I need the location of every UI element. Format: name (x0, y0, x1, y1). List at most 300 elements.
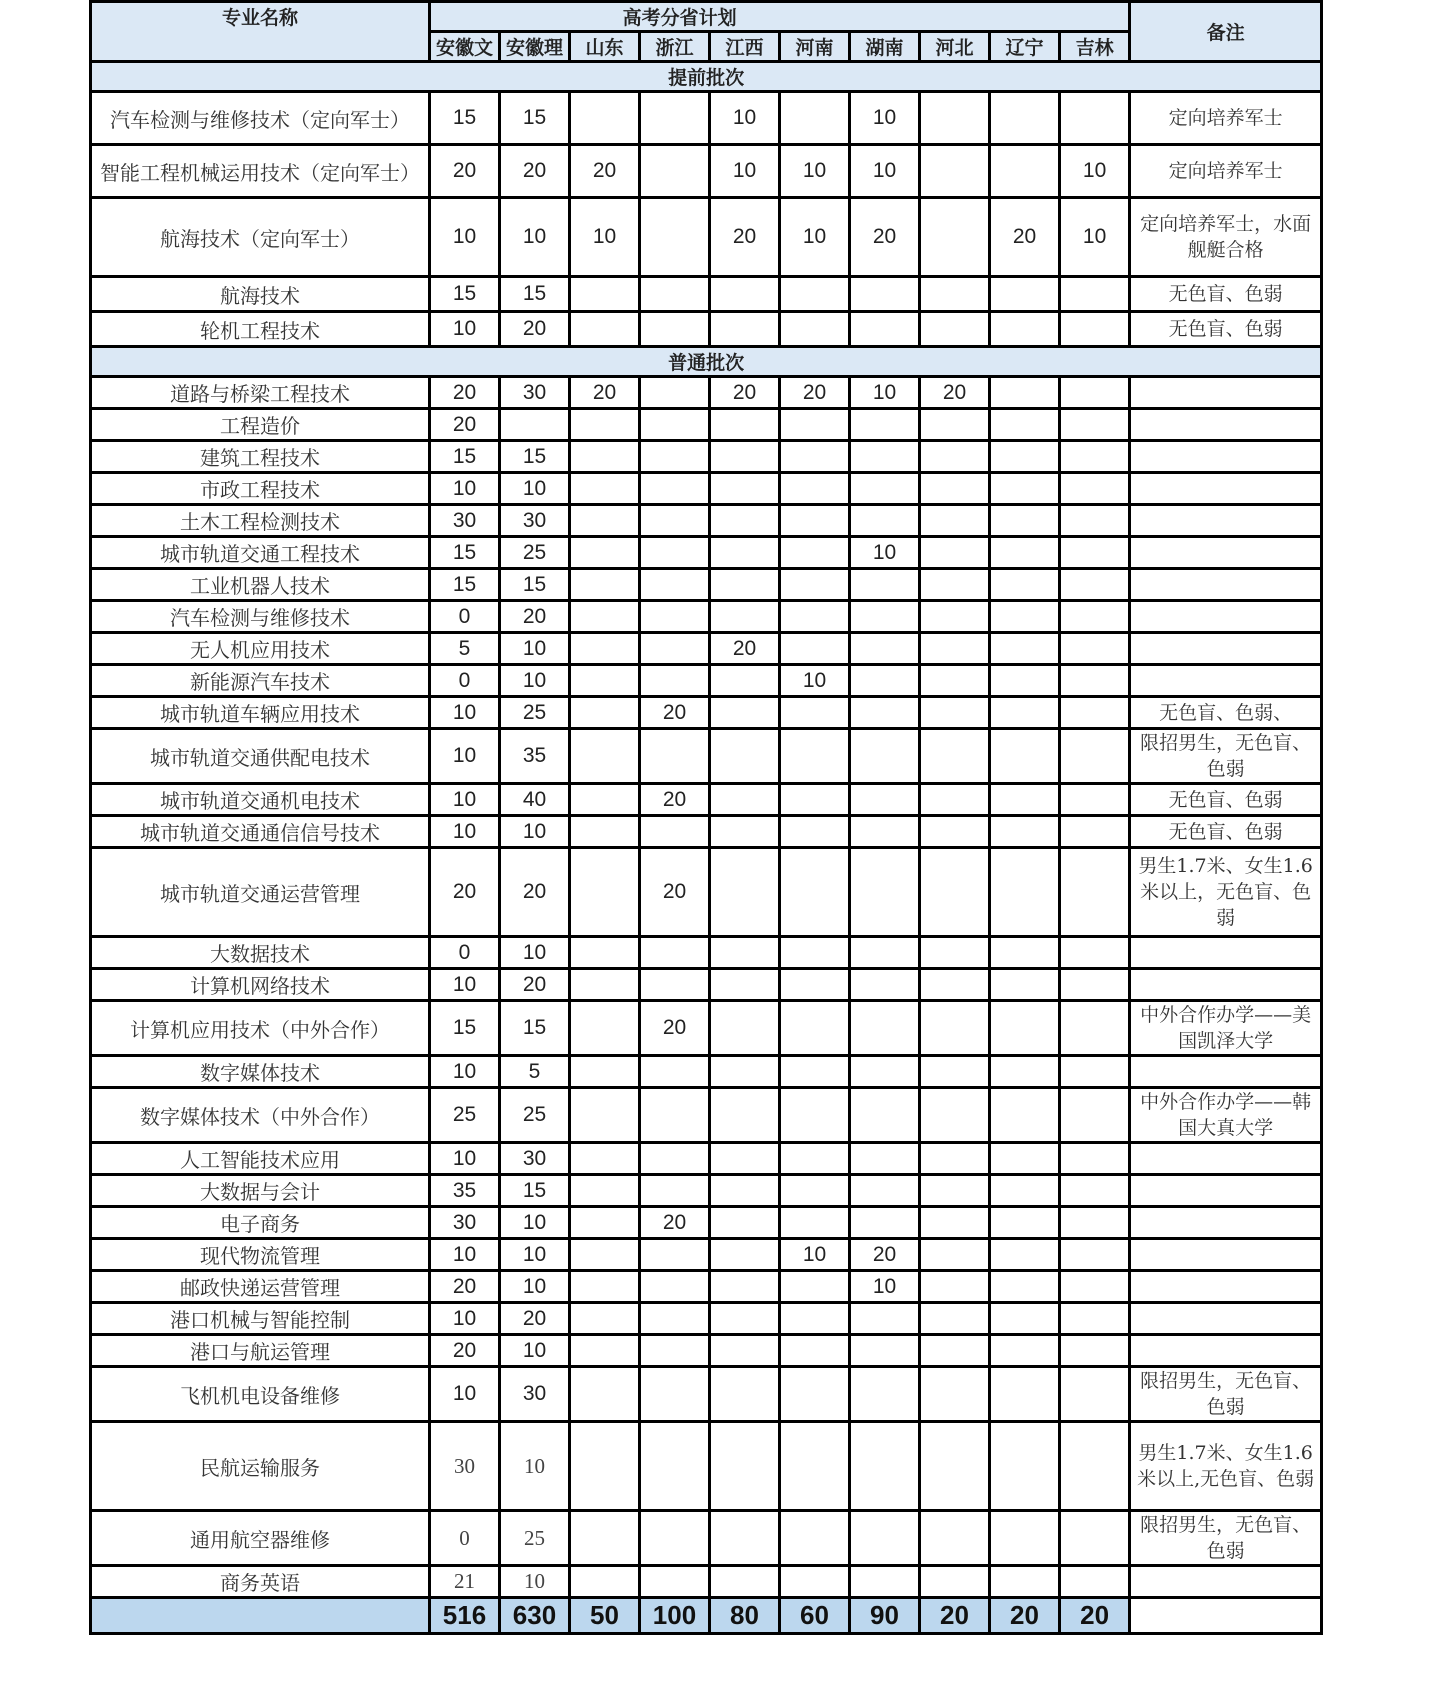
quota-cell (850, 505, 920, 537)
major-name: 现代物流管理 (91, 1239, 430, 1271)
note-cell (1130, 633, 1322, 665)
quota-cell (780, 848, 850, 937)
quota-cell (640, 1422, 710, 1511)
quota-cell (710, 1271, 780, 1303)
quota-cell (640, 1175, 710, 1207)
quota-cell: 20 (640, 697, 710, 729)
quota-cell (920, 1271, 990, 1303)
quota-cell (780, 1511, 850, 1566)
quota-cell (850, 409, 920, 441)
major-row (91, 473, 1322, 505)
quota-cell (1060, 848, 1130, 937)
major-row (91, 1175, 1322, 1207)
quota-cell (780, 505, 850, 537)
quota-cell (1060, 277, 1130, 312)
quota-cell (920, 569, 990, 601)
note-cell (1130, 569, 1322, 601)
quota-cell: 10 (430, 198, 500, 277)
quota-cell: 10 (500, 198, 570, 277)
major-row (91, 92, 1322, 145)
quota-cell (990, 505, 1060, 537)
quota-cell (710, 816, 780, 848)
quota-cell (570, 1088, 640, 1143)
quota-cell: 10 (430, 473, 500, 505)
major-row (91, 729, 1322, 784)
note-cell: 限招男生，无色盲、色弱 (1130, 1367, 1322, 1422)
quota-cell: 20 (500, 848, 570, 937)
quota-cell (1060, 312, 1130, 347)
note-cell: 中外合作办学——美国凯泽大学 (1130, 1001, 1322, 1056)
quota-cell (570, 312, 640, 347)
quota-cell (920, 198, 990, 277)
major-name: 新能源汽车技术 (91, 665, 430, 697)
quota-cell: 10 (500, 937, 570, 969)
quota-cell (920, 1175, 990, 1207)
quota-cell (640, 1303, 710, 1335)
total-cell: 80 (710, 1598, 780, 1634)
header-row-top (91, 2, 1322, 32)
quota-cell: 10 (500, 633, 570, 665)
quota-cell (920, 665, 990, 697)
quota-cell (990, 1175, 1060, 1207)
quota-cell (850, 697, 920, 729)
quota-cell: 25 (500, 1088, 570, 1143)
total-cell: 50 (570, 1598, 640, 1634)
quota-cell (570, 1367, 640, 1422)
quota-cell (990, 1367, 1060, 1422)
major-name: 通用航空器维修 (91, 1511, 430, 1566)
quota-cell: 20 (500, 1303, 570, 1335)
quota-cell (920, 1303, 990, 1335)
note-cell: 男生1.7米、女生1.6米以上,无色盲、色弱 (1130, 1422, 1322, 1511)
major-name: 工程造价 (91, 409, 430, 441)
quota-cell (570, 1143, 640, 1175)
quota-cell (850, 816, 920, 848)
quota-cell (1060, 633, 1130, 665)
quota-cell (570, 633, 640, 665)
quota-cell (1060, 729, 1130, 784)
batch-title: 普通批次 (91, 347, 1322, 377)
quota-cell: 0 (430, 665, 500, 697)
quota-cell: 10 (430, 1056, 500, 1088)
quota-cell (640, 277, 710, 312)
notes-header: 备注 (1130, 2, 1322, 62)
quota-cell (780, 312, 850, 347)
quota-cell: 10 (850, 145, 920, 198)
major-row (91, 1335, 1322, 1367)
major-row (91, 937, 1322, 969)
quota-cell (990, 601, 1060, 633)
quota-cell (1060, 569, 1130, 601)
quota-cell: 10 (430, 816, 500, 848)
note-cell: 定向培养军士 (1130, 92, 1322, 145)
quota-cell: 10 (850, 1271, 920, 1303)
quota-cell (570, 848, 640, 937)
quota-cell (710, 937, 780, 969)
quota-cell (1060, 1335, 1130, 1367)
province-header: 浙江 (640, 32, 710, 62)
quota-cell: 10 (430, 1367, 500, 1422)
quota-cell (780, 92, 850, 145)
quota-cell (850, 969, 920, 1001)
quota-cell (640, 1566, 710, 1598)
quota-cell: 10 (500, 1566, 570, 1598)
quota-cell (990, 312, 1060, 347)
quota-cell (1060, 441, 1130, 473)
quota-cell (850, 1143, 920, 1175)
quota-cell: 20 (710, 377, 780, 409)
major-name: 商务英语 (91, 1566, 430, 1598)
major-row (91, 633, 1322, 665)
quota-cell (710, 1001, 780, 1056)
batch-row (91, 62, 1322, 92)
quota-cell: 10 (710, 92, 780, 145)
quota-cell: 20 (430, 145, 500, 198)
quota-cell (570, 1056, 640, 1088)
note-cell (1130, 377, 1322, 409)
major-row (91, 697, 1322, 729)
major-name: 港口机械与智能控制 (91, 1303, 430, 1335)
major-row (91, 1271, 1322, 1303)
quota-cell: 15 (500, 92, 570, 145)
quota-cell (780, 1001, 850, 1056)
total-cell: 100 (640, 1598, 710, 1634)
quota-cell (990, 1422, 1060, 1511)
quota-cell: 20 (500, 601, 570, 633)
quota-cell (640, 1143, 710, 1175)
quota-cell (1060, 1511, 1130, 1566)
quota-cell (990, 377, 1060, 409)
quota-cell (920, 937, 990, 969)
province-header: 吉林 (1060, 32, 1130, 62)
quota-cell (920, 697, 990, 729)
quota-cell: 20 (640, 1001, 710, 1056)
major-name-header: 专业名称 (91, 2, 430, 62)
quota-cell: 10 (710, 145, 780, 198)
quota-cell: 20 (500, 312, 570, 347)
total-cell: 516 (430, 1598, 500, 1634)
quota-cell (780, 569, 850, 601)
quota-cell (850, 633, 920, 665)
quota-cell (990, 665, 1060, 697)
quota-cell (780, 1143, 850, 1175)
major-row (91, 816, 1322, 848)
quota-cell (640, 816, 710, 848)
quota-cell (920, 1143, 990, 1175)
quota-cell (570, 569, 640, 601)
quota-cell (990, 1566, 1060, 1598)
quota-cell (570, 1422, 640, 1511)
major-name: 道路与桥梁工程技术 (91, 377, 430, 409)
quota-cell: 20 (640, 848, 710, 937)
quota-cell (1060, 816, 1130, 848)
quota-cell (990, 1001, 1060, 1056)
quota-cell (640, 505, 710, 537)
quota-cell (990, 969, 1060, 1001)
quota-cell: 20 (430, 1335, 500, 1367)
total-cell: 20 (920, 1598, 990, 1634)
major-name: 计算机网络技术 (91, 969, 430, 1001)
quota-cell (710, 1511, 780, 1566)
quota-cell (710, 569, 780, 601)
quota-cell (710, 1143, 780, 1175)
note-cell: 定向培养军士 (1130, 145, 1322, 198)
quota-cell: 20 (640, 1207, 710, 1239)
quota-cell (500, 409, 570, 441)
quota-cell (710, 1566, 780, 1598)
note-cell (1130, 1239, 1322, 1271)
quota-cell (640, 665, 710, 697)
quota-cell (570, 277, 640, 312)
quota-cell (920, 601, 990, 633)
quota-cell (920, 784, 990, 816)
major-name: 城市轨道交通机电技术 (91, 784, 430, 816)
total-cell: 630 (500, 1598, 570, 1634)
major-name: 城市轨道车辆应用技术 (91, 697, 430, 729)
quota-cell (850, 1303, 920, 1335)
quota-cell (780, 816, 850, 848)
quota-cell (780, 1271, 850, 1303)
quota-cell: 25 (500, 537, 570, 569)
quota-cell: 15 (430, 92, 500, 145)
quota-cell: 20 (430, 409, 500, 441)
quota-cell: 0 (430, 601, 500, 633)
quota-cell: 5 (500, 1056, 570, 1088)
note-cell (1130, 1335, 1322, 1367)
quota-cell (850, 729, 920, 784)
province-header: 辽宁 (990, 32, 1060, 62)
major-name: 数字媒体技术 (91, 1056, 430, 1088)
quota-cell: 30 (500, 377, 570, 409)
major-row (91, 665, 1322, 697)
quota-cell (780, 277, 850, 312)
quota-cell (1060, 665, 1130, 697)
quota-cell (920, 537, 990, 569)
quota-cell (990, 848, 1060, 937)
quota-cell (570, 969, 640, 1001)
quota-cell: 10 (500, 1422, 570, 1511)
quota-cell (1060, 784, 1130, 816)
quota-cell (640, 92, 710, 145)
quota-cell (1060, 1088, 1130, 1143)
quota-cell: 20 (850, 198, 920, 277)
province-header: 安徽文 (430, 32, 500, 62)
quota-cell: 15 (500, 1001, 570, 1056)
quota-cell (570, 409, 640, 441)
quota-cell (780, 1566, 850, 1598)
quota-cell (570, 1207, 640, 1239)
note-cell (1130, 441, 1322, 473)
quota-cell (1060, 1566, 1130, 1598)
quota-cell (990, 145, 1060, 198)
note-cell (1130, 1056, 1322, 1088)
major-row (91, 1088, 1322, 1143)
major-name: 计算机应用技术（中外合作） (91, 1001, 430, 1056)
quota-cell (1060, 1422, 1130, 1511)
quota-cell (990, 729, 1060, 784)
quota-cell: 30 (430, 505, 500, 537)
quota-cell (710, 601, 780, 633)
quota-cell (1060, 1056, 1130, 1088)
quota-cell: 10 (500, 473, 570, 505)
quota-cell (990, 816, 1060, 848)
quota-cell (570, 1511, 640, 1566)
quota-cell (850, 1001, 920, 1056)
quota-cell (780, 1088, 850, 1143)
total-cell: 90 (850, 1598, 920, 1634)
quota-cell (1060, 505, 1130, 537)
major-name: 航海技术（定向军士） (91, 198, 430, 277)
quota-cell (570, 1175, 640, 1207)
quota-cell (710, 277, 780, 312)
quota-cell: 10 (430, 729, 500, 784)
quota-cell: 10 (500, 665, 570, 697)
quota-cell (920, 1207, 990, 1239)
quota-cell: 40 (500, 784, 570, 816)
quota-cell (990, 569, 1060, 601)
quota-cell (570, 665, 640, 697)
quota-cell (920, 312, 990, 347)
quota-cell (990, 1239, 1060, 1271)
province-header: 安徽理 (500, 32, 570, 62)
quota-cell (990, 1207, 1060, 1239)
quota-cell: 10 (500, 1239, 570, 1271)
major-row (91, 1001, 1322, 1056)
total-cell: 20 (1060, 1598, 1130, 1634)
quota-cell (640, 1367, 710, 1422)
quota-cell (990, 473, 1060, 505)
quota-cell: 15 (500, 569, 570, 601)
quota-cell (920, 92, 990, 145)
quota-cell (850, 1056, 920, 1088)
quota-cell: 15 (430, 569, 500, 601)
quota-cell (780, 409, 850, 441)
quota-cell (640, 1511, 710, 1566)
quota-cell (710, 1367, 780, 1422)
note-cell: 限招男生，无色盲、色弱 (1130, 1511, 1322, 1566)
quota-cell (710, 505, 780, 537)
quota-cell (570, 697, 640, 729)
quota-cell (850, 1367, 920, 1422)
quota-cell (920, 1088, 990, 1143)
major-row (91, 969, 1322, 1001)
major-name: 汽车检测与维修技术 (91, 601, 430, 633)
quota-cell: 15 (430, 441, 500, 473)
major-row (91, 312, 1322, 347)
quota-cell (850, 1335, 920, 1367)
quota-cell: 20 (500, 145, 570, 198)
quota-cell: 25 (430, 1088, 500, 1143)
quota-cell: 20 (990, 198, 1060, 277)
note-cell (1130, 1566, 1322, 1598)
major-row (91, 784, 1322, 816)
totals-label-cell (91, 1598, 430, 1634)
major-row (91, 1207, 1322, 1239)
quota-cell (920, 145, 990, 198)
note-cell: 无色盲、色弱、 (1130, 697, 1322, 729)
quota-cell (710, 1303, 780, 1335)
quota-cell (920, 277, 990, 312)
quota-cell (570, 1303, 640, 1335)
quota-cell (780, 473, 850, 505)
quota-cell (990, 784, 1060, 816)
major-row (91, 1566, 1322, 1598)
quota-cell (920, 473, 990, 505)
quota-cell (850, 848, 920, 937)
major-name: 汽车检测与维修技术（定向军士） (91, 92, 430, 145)
quota-cell: 25 (500, 697, 570, 729)
quota-cell (780, 729, 850, 784)
major-name: 航海技术 (91, 277, 430, 312)
quota-cell: 10 (500, 1207, 570, 1239)
quota-cell (780, 1303, 850, 1335)
province-header: 河南 (780, 32, 850, 62)
quota-cell (570, 784, 640, 816)
quota-cell (920, 441, 990, 473)
quota-cell: 10 (570, 198, 640, 277)
quota-cell (920, 1367, 990, 1422)
note-cell (1130, 1207, 1322, 1239)
quota-cell (710, 1335, 780, 1367)
quota-cell (570, 816, 640, 848)
quota-cell: 10 (780, 665, 850, 697)
quota-cell (710, 1422, 780, 1511)
province-header: 湖南 (850, 32, 920, 62)
province-header: 江西 (710, 32, 780, 62)
quota-cell (780, 441, 850, 473)
quota-cell (850, 1207, 920, 1239)
quota-cell (920, 505, 990, 537)
major-row (91, 1056, 1322, 1088)
quota-cell (1060, 92, 1130, 145)
quota-cell (920, 1001, 990, 1056)
note-cell (1130, 1175, 1322, 1207)
quota-cell (570, 1239, 640, 1271)
quota-cell: 35 (500, 729, 570, 784)
quota-cell (850, 665, 920, 697)
major-name: 民航运输服务 (91, 1422, 430, 1511)
quota-cell: 20 (500, 969, 570, 1001)
quota-cell (990, 1335, 1060, 1367)
quota-cell (640, 1088, 710, 1143)
quota-cell: 20 (430, 848, 500, 937)
quota-cell (1060, 1271, 1130, 1303)
quota-cell (640, 601, 710, 633)
quota-cell: 10 (500, 1335, 570, 1367)
quota-cell (1060, 1303, 1130, 1335)
quota-cell (640, 937, 710, 969)
quota-cell: 30 (430, 1422, 500, 1511)
batch-row (91, 347, 1322, 377)
major-row (91, 1422, 1322, 1511)
quota-cell (710, 1239, 780, 1271)
quota-cell (640, 1335, 710, 1367)
quota-cell (570, 537, 640, 569)
quota-cell: 10 (430, 312, 500, 347)
quota-cell (570, 937, 640, 969)
quota-cell (640, 1271, 710, 1303)
major-name: 城市轨道交通运营管理 (91, 848, 430, 937)
quota-cell (710, 1088, 780, 1143)
quota-cell (850, 601, 920, 633)
quota-cell (920, 1422, 990, 1511)
quota-cell: 10 (430, 1239, 500, 1271)
major-name: 城市轨道交通通信信号技术 (91, 816, 430, 848)
quota-cell: 20 (850, 1239, 920, 1271)
quota-cell (1060, 697, 1130, 729)
quota-cell (850, 1088, 920, 1143)
totals-note-cell (1130, 1598, 1322, 1634)
